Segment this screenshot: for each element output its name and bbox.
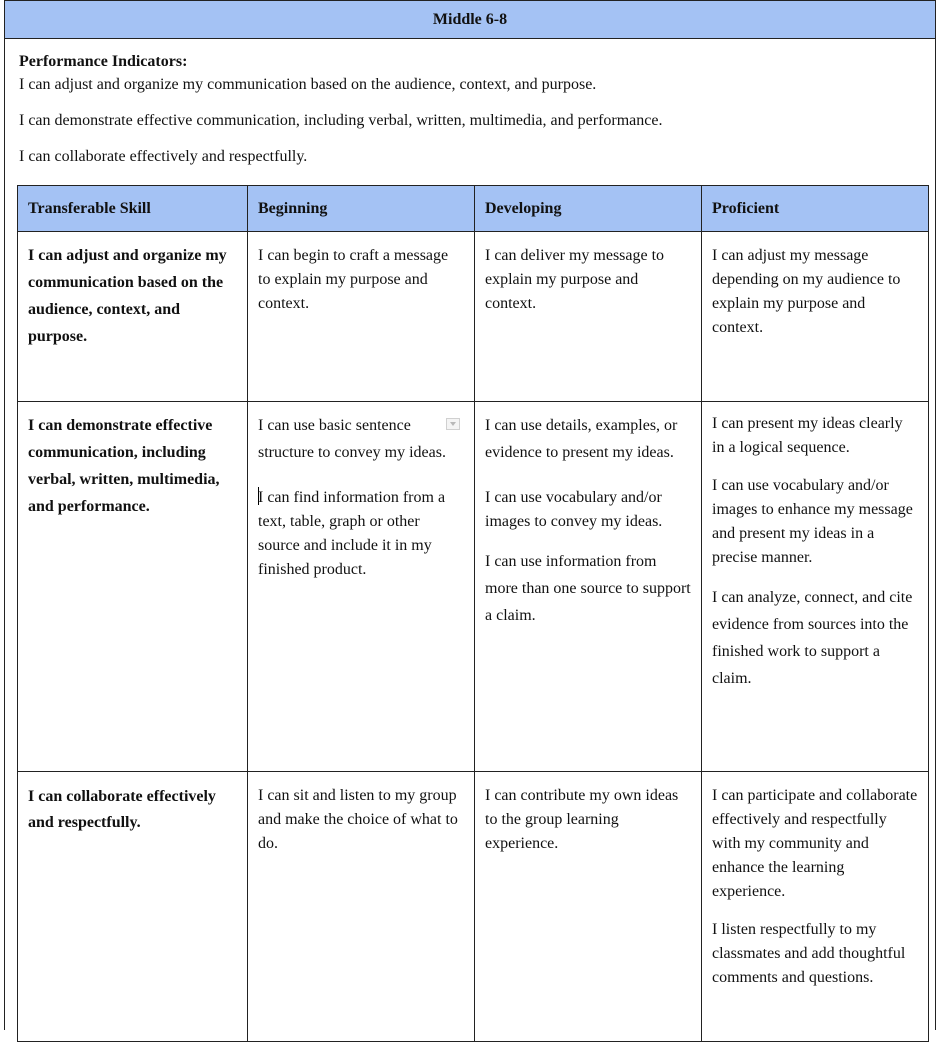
proficient-cell[interactable] [702,772,929,1042]
cell-text: I can deliver my message to explain my purpose and context. [485,247,665,312]
table-header-row [18,186,929,232]
column-header-skill[interactable]: Transferable Skill [18,186,248,232]
cell-text: I can use details, examples, or evidence to present my ideas. [485,417,678,461]
cell-text [258,486,464,582]
developing-cell[interactable] [475,232,702,402]
developing-cell[interactable] [475,402,702,772]
developing-cell[interactable] [475,772,702,1042]
cell-text: I can contribute my own ideas to the group learning experience. [485,787,679,852]
indicator-line: I can collaborate effectively and respectfully. [19,148,308,165]
indicators-title: Performance Indicators: [19,53,188,70]
document-frame [4,0,936,1030]
skill-cell[interactable]: I can demonstrate effective communication, including verbal, written, multimedia, and performance. [18,402,248,772]
table-row [18,772,929,1042]
cell-text-inner: I can find information from a text, table, graph or other source and include it in my finished product. [258,489,446,578]
column-header-beginning[interactable]: Beginning [248,186,475,232]
skill-cell[interactable]: I can adjust and organize my communication based on the audience, context, and purpose. [18,232,248,402]
cell-text: I listen respectfully to my classmates and add thoughtful comments and questions. [712,921,906,986]
proficient-cell[interactable] [702,232,929,402]
column-header-developing[interactable]: Developing [475,186,702,232]
table-row [18,232,929,402]
indicator-line: I can demonstrate effective communication, including verbal, written, multimedia, and performance. [19,112,663,129]
cell-text: I can sit and listen to my group and make the choice of what to do. [258,787,458,852]
beginning-cell[interactable] [248,772,475,1042]
cell-text: I can analyze, connect, and cite evidence from sources into the finished work to support a claim. [712,589,913,687]
cell-text: I can use information from more than one source to support a claim. [485,553,691,624]
beginning-cell[interactable] [248,402,475,772]
section-title: Middle 6-8 [432,11,508,28]
proficient-cell[interactable] [702,402,929,772]
cell-text: I can adjust my message depending on my audience to explain my purpose and context. [712,247,901,336]
rubric-table [17,185,929,1042]
section-header [5,1,935,39]
dropdown-arrow-icon[interactable] [446,418,460,430]
performance-indicators [19,51,919,168]
cell-text: I can use vocabulary and/or images to enhance my message and present my ideas in a precise manner. [712,477,913,566]
table-row [18,402,929,772]
cell-text: I can use vocabulary and/or images to convey my ideas. [485,489,663,530]
cell-text: I can present my ideas clearly in a logical sequence. [712,415,903,456]
indicator-line: I can adjust and organize my communication based on the audience, context, and purpose. [19,76,597,93]
skill-cell[interactable]: I can collaborate effectively and respectfully. [18,772,248,1042]
cell-text: I can participate and collaborate effectively and respectfully with my community and enhance the learning experience. [712,787,918,900]
column-header-proficient[interactable]: Proficient [702,186,929,232]
beginning-cell[interactable] [248,232,475,402]
cell-text: I can use basic sentence structure to convey my ideas. [258,417,446,461]
cell-text: I can begin to craft a message to explain my purpose and context. [258,247,449,312]
